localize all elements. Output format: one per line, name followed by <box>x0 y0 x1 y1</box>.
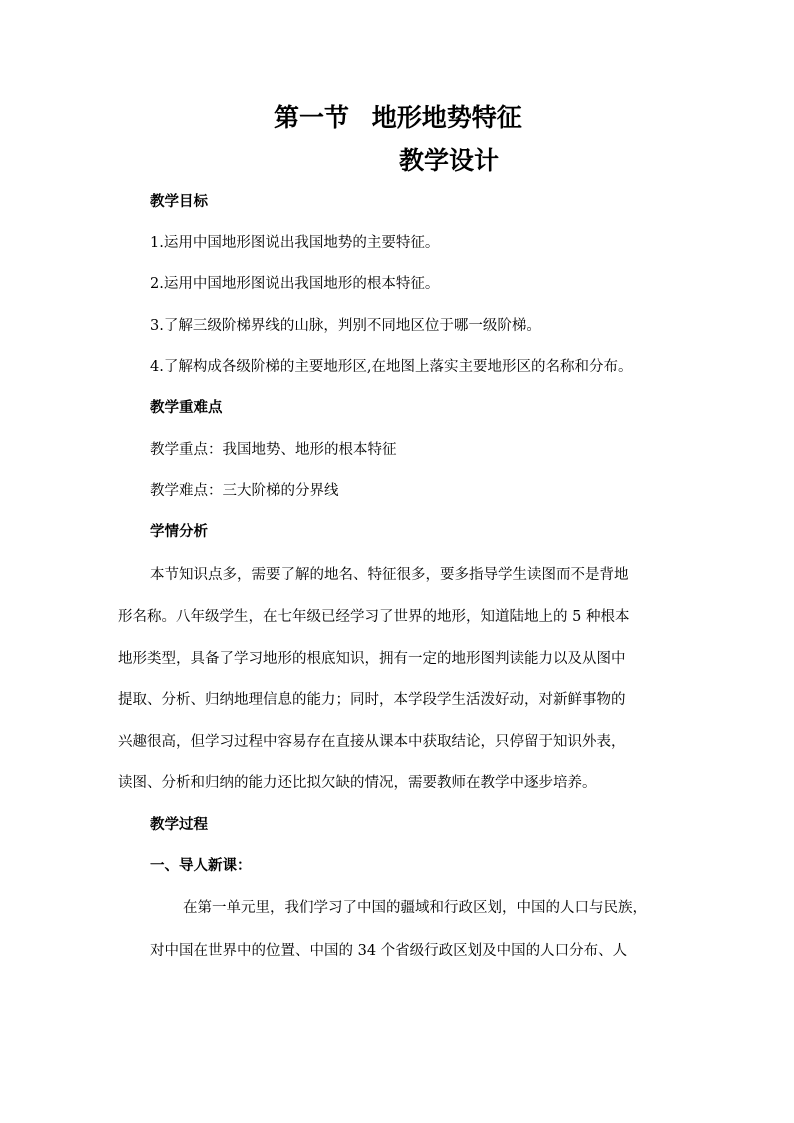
keypoints-heading: 教学重难点 <box>150 400 223 416</box>
objective-item: 4.了解构成各级阶梯的主要地形区,在地图上落实主要地形区的名称和分布。 <box>150 359 633 375</box>
analysis-line: 形名称。八年级学生，在七年级已经学习了世界的地形，知道陆地上的 5 种根本 <box>118 609 630 625</box>
analysis-line: 读图、分析和归纳的能力还比拟欠缺的情况，需要教师在教学中逐步培养。 <box>118 775 597 791</box>
objective-item: 2.运用中国地形图说出我国地形的根本特征。 <box>150 276 440 292</box>
document-title: 第一节 地形地势特征 <box>274 103 522 132</box>
analysis-line: 提取、分析、归纳地理信息的能力；同时，本学段学生活泼好动，对新鲜事物的 <box>118 692 626 708</box>
intro-line: 对中国在世界中的位置、中国的 34 个省级行政区划及中国的人口分布、人 <box>150 943 628 959</box>
analysis-line: 地形类型，具备了学习地形的根底知识，拥有一定的地形图判读能力以及从图中 <box>118 651 626 667</box>
keypoint-difficult: 教学难点：三大阶梯的分界线 <box>150 483 339 499</box>
objectives-heading: 教学目标 <box>150 194 208 210</box>
process-heading: 教学过程 <box>150 817 208 833</box>
intro-line: 在第一单元里，我们学习了中国的疆域和行政区划，中国的人口与民族， <box>183 900 647 916</box>
objective-item: 1.运用中国地形图说出我国地势的主要特征。 <box>150 235 440 251</box>
keypoint-main: 教学重点：我国地势、地形的根本特征 <box>150 442 397 458</box>
document-subtitle: 教学设计 <box>399 146 500 175</box>
objective-item: 3.了解三级阶梯界线的山脉，判别不同地区位于哪一级阶梯。 <box>150 318 541 334</box>
analysis-heading: 学情分析 <box>150 524 208 540</box>
intro-heading: 一、导人新课： <box>150 858 252 874</box>
analysis-line: 兴趣很高，但学习过程中容易存在直接从课本中获取结论，只停留于知识外表， <box>118 734 626 750</box>
analysis-line: 本节知识点多，需要了解的地名、特征很多，要多指导学生读图而不是背地 <box>150 567 629 583</box>
